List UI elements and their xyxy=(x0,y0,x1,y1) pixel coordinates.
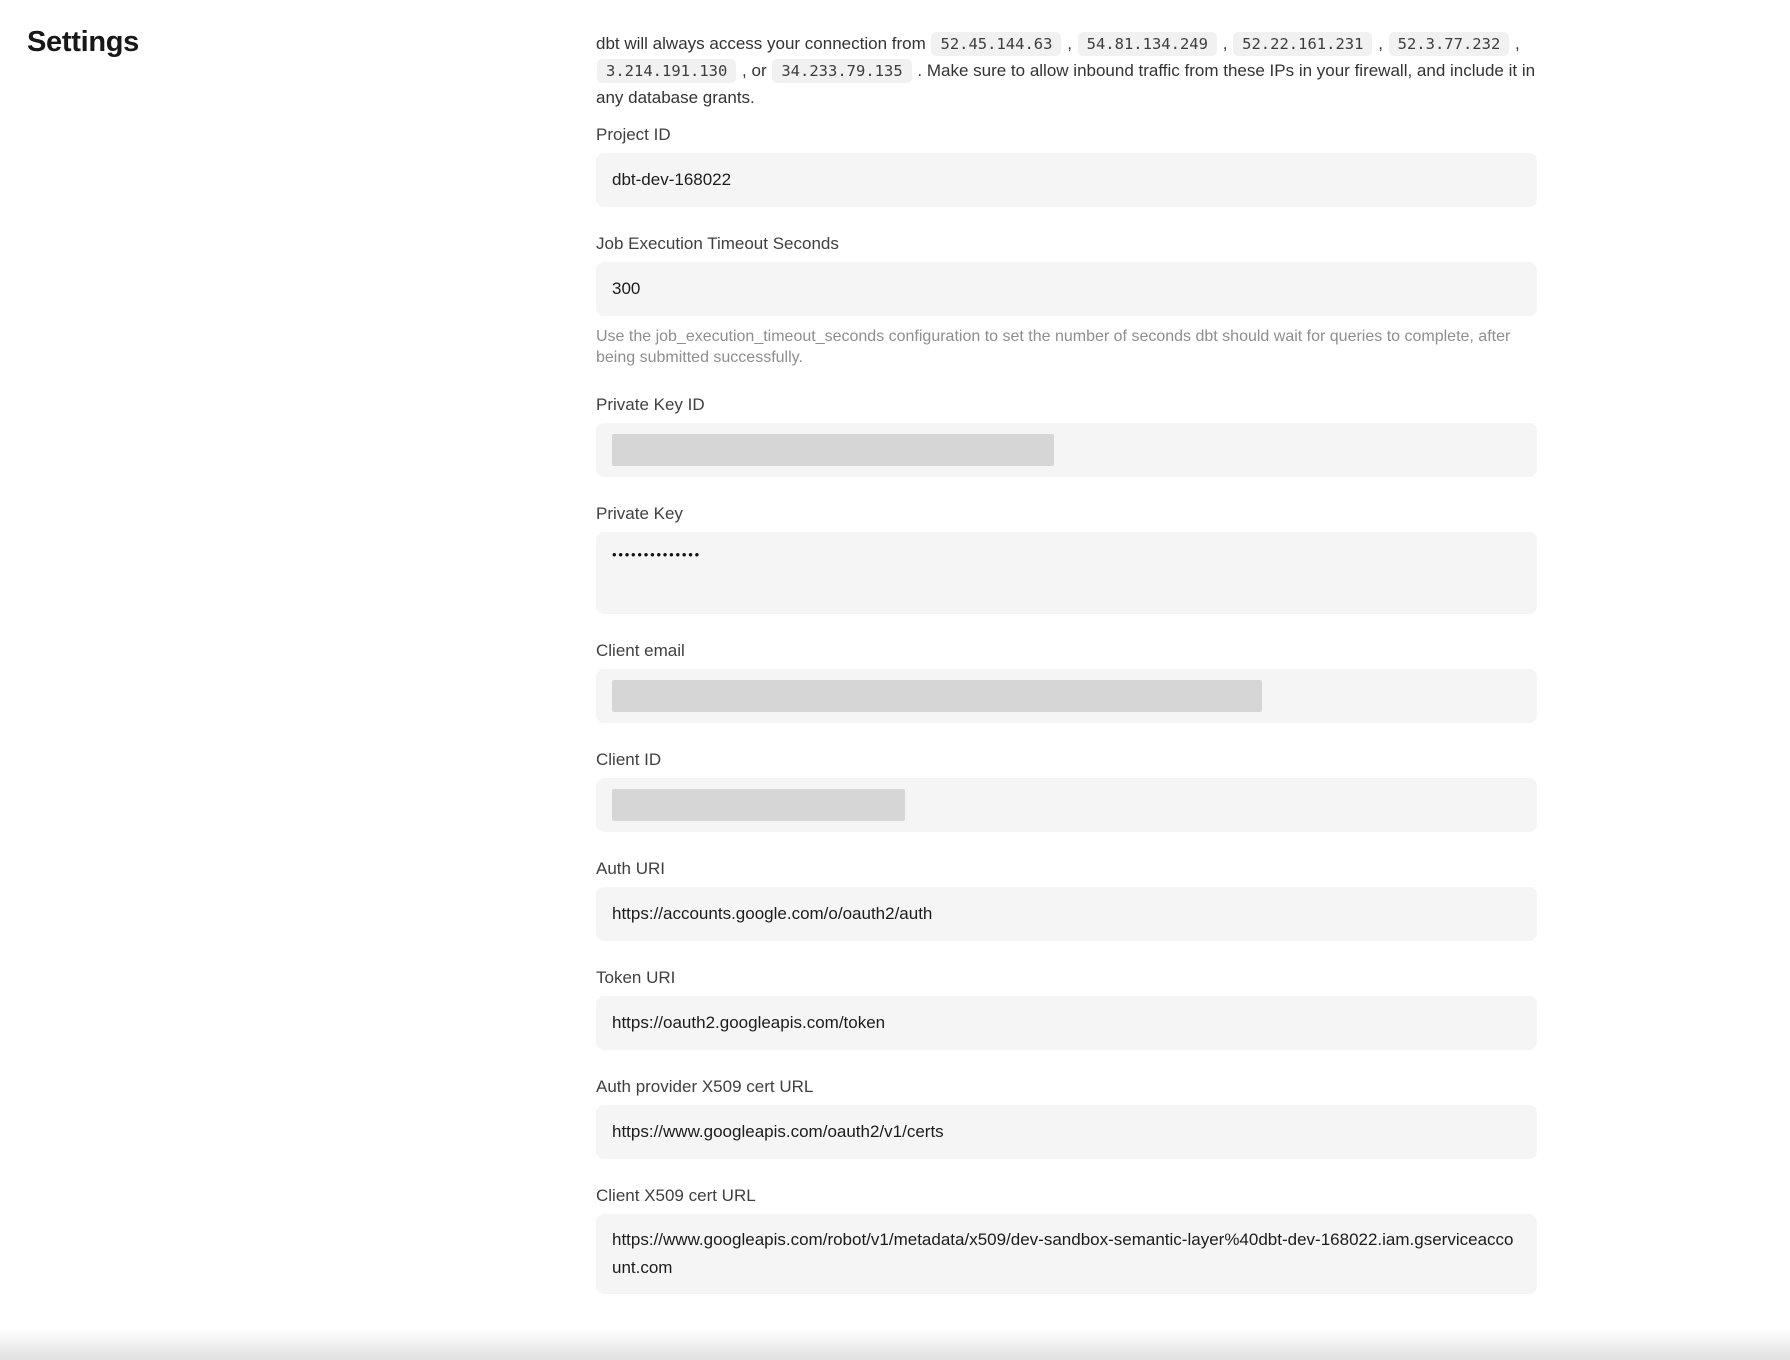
auth-uri-label: Auth URI xyxy=(596,859,665,878)
client-x509-cert-url-label: Client X509 cert URL xyxy=(596,1186,756,1205)
field-private-key-id xyxy=(596,395,1537,477)
client-email-label: Client email xyxy=(596,641,685,660)
field-client-x509-cert-url xyxy=(596,1186,1537,1294)
field-client-email xyxy=(596,641,1537,723)
auth-uri-value: https://accounts.google.com/o/oauth2/auth xyxy=(612,904,933,923)
private-key-input[interactable] xyxy=(596,532,1537,614)
token-uri-value: https://oauth2.googleapis.com/token xyxy=(612,1013,886,1032)
client-id-input[interactable] xyxy=(596,778,1537,832)
token-uri-input[interactable] xyxy=(596,996,1537,1050)
job-execution-timeout-seconds-label: Job Execution Timeout Seconds xyxy=(596,234,839,253)
ip-address-chip: 34.233.79.135 xyxy=(772,59,911,83)
field-auth-uri xyxy=(596,859,1537,941)
ip-address-chip: 52.45.144.63 xyxy=(931,32,1061,56)
job-execution-timeout-seconds-value: 300 xyxy=(612,279,641,298)
auth-uri-input[interactable] xyxy=(596,887,1537,941)
fields-container xyxy=(596,125,1537,1294)
token-uri-label: Token URI xyxy=(596,968,676,987)
field-token-uri xyxy=(596,968,1537,1050)
field-job-execution-timeout-seconds xyxy=(596,234,1537,368)
project-id-value: dbt-dev-168022 xyxy=(612,170,732,189)
job-execution-timeout-seconds-input[interactable] xyxy=(596,262,1537,316)
field-project-id xyxy=(596,125,1537,207)
connection-ip-notice: dbt will always access your connection from 52.45.144.63 , 54.81.134.249 , 52.22.161.231 , 52.3.77.232 , 3.214.191.130 , or 34.233.79.135 . Make sure to allow inbound traffic from these IPs in your firewall, and include it in any database grants. xyxy=(596,34,1536,107)
field-auth-provider-x509-cert-url xyxy=(596,1077,1537,1159)
ip-address-chip: 52.3.77.232 xyxy=(1389,32,1510,56)
auth-provider-x509-cert-url-input[interactable] xyxy=(596,1105,1537,1159)
connection-settings-panel xyxy=(596,30,1537,1294)
private-key-id-redacted-value xyxy=(612,434,1054,466)
ip-address-chip: 54.81.134.249 xyxy=(1078,32,1217,56)
client-email-redacted-value xyxy=(612,680,1262,712)
auth-provider-x509-cert-url-value: https://www.googleapis.com/oauth2/v1/certs xyxy=(612,1122,944,1141)
ip-address-chip: 52.22.161.231 xyxy=(1233,32,1372,56)
client-email-input[interactable] xyxy=(596,669,1537,723)
ip-address-chip: 3.214.191.130 xyxy=(597,59,736,83)
private-key-id-label: Private Key ID xyxy=(596,395,705,414)
field-client-id xyxy=(596,750,1537,832)
field-private-key xyxy=(596,504,1537,614)
private-key-label: Private Key xyxy=(596,504,683,523)
project-id-input[interactable] xyxy=(596,153,1537,207)
client-id-redacted-value xyxy=(612,789,905,821)
scroll-fade xyxy=(0,1328,1790,1360)
page-title: Settings xyxy=(27,26,139,58)
client-id-label: Client ID xyxy=(596,750,662,769)
project-id-label: Project ID xyxy=(596,125,671,144)
job-execution-timeout-seconds-help-text: Use the job_execution_timeout_seconds configuration to set the number of seconds dbt should wait for queries to complete, after being submitted successfully. xyxy=(596,328,1511,366)
private-key-value: •••••••••••••• xyxy=(612,547,701,562)
auth-provider-x509-cert-url-label: Auth provider X509 cert URL xyxy=(596,1077,814,1096)
client-x509-cert-url-value: https://www.googleapis.com/robot/v1/metadata/x509/dev-sandbox-semantic-layer%40dbt-dev-168022.iam.gserviceaccount.com xyxy=(612,1230,1514,1277)
client-x509-cert-url-input[interactable] xyxy=(596,1214,1537,1294)
private-key-id-input[interactable] xyxy=(596,423,1537,477)
